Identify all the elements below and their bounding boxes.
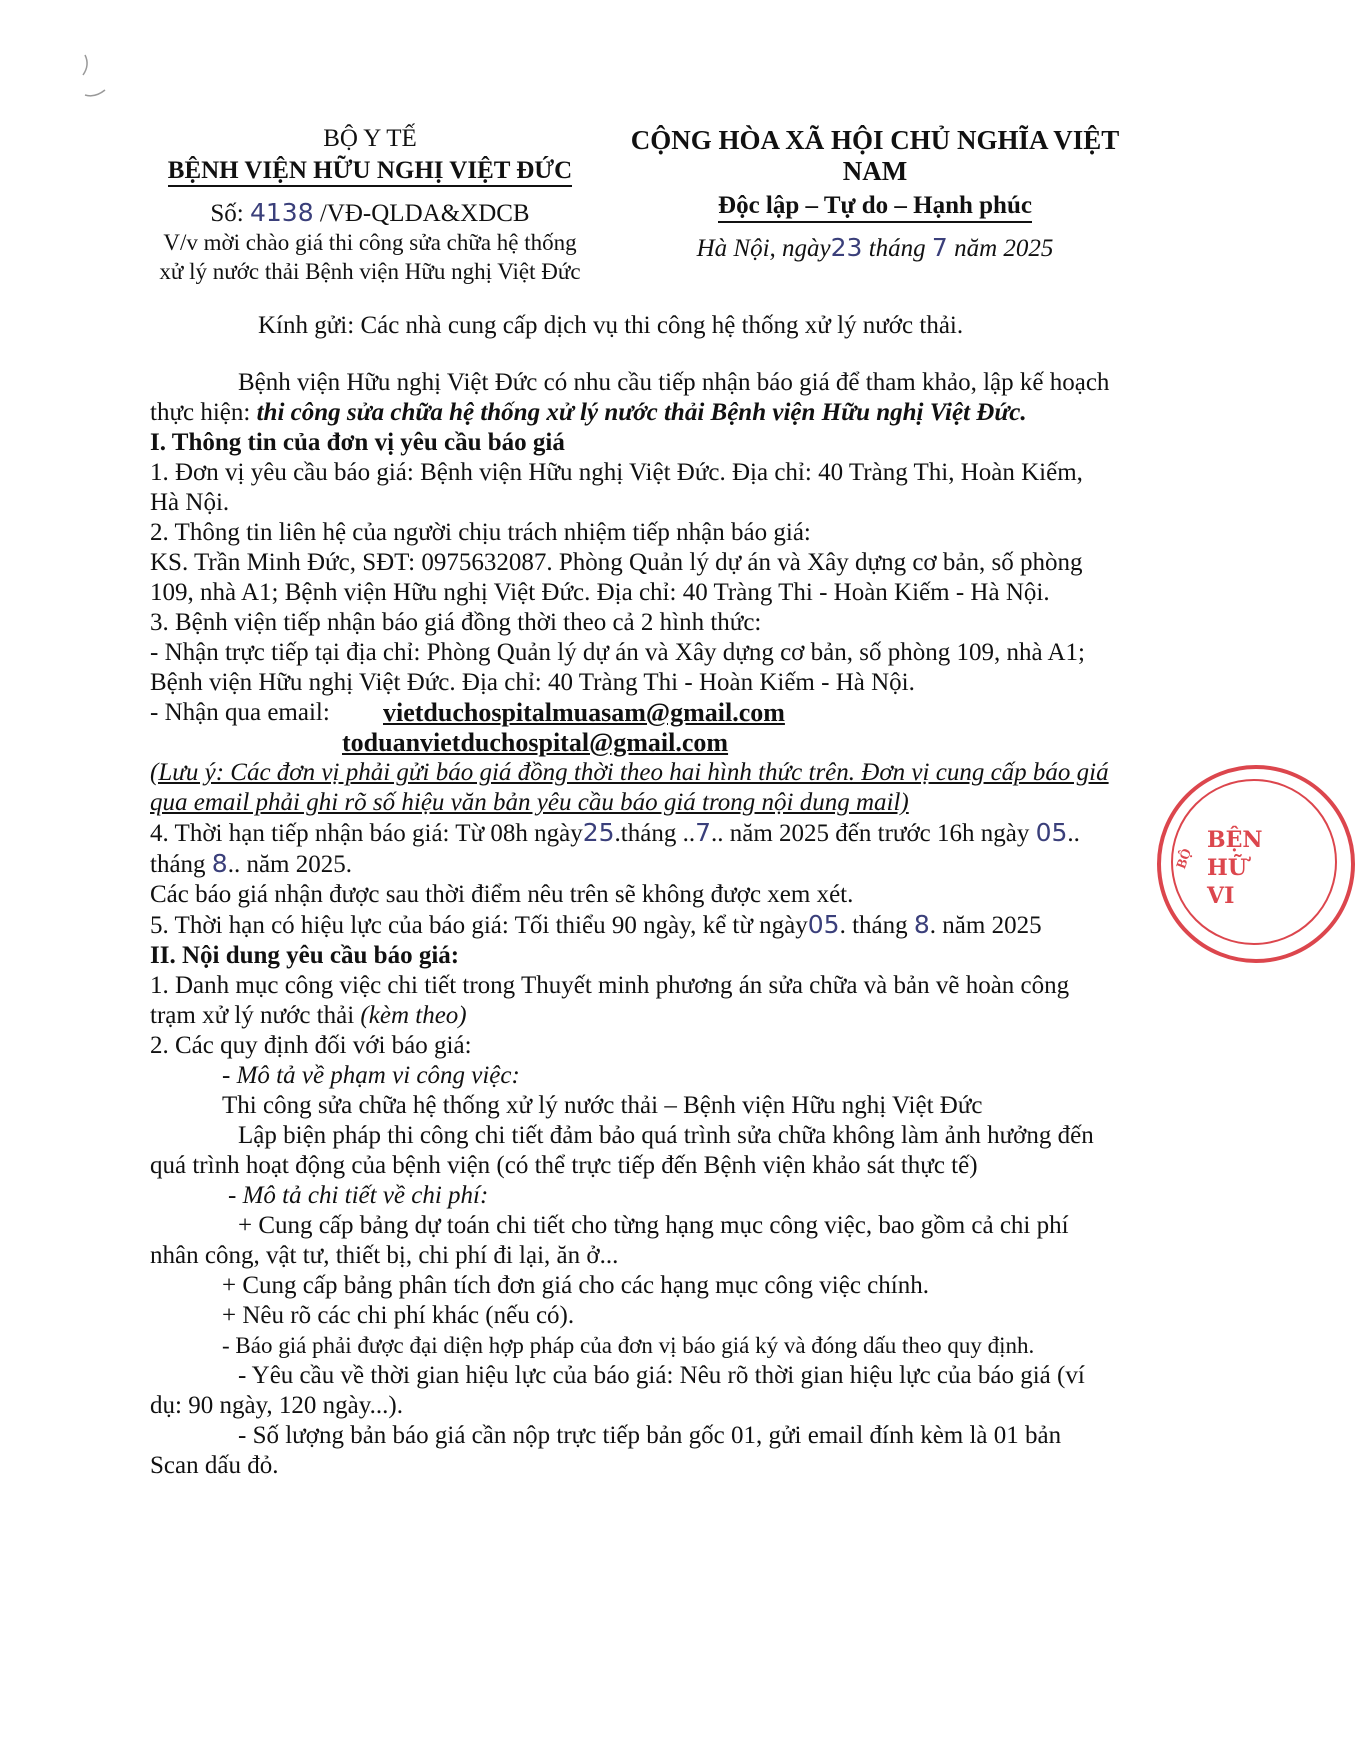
handwritten-end-day: 05 bbox=[1035, 818, 1068, 847]
cost-title: - Mô tả chi tiết về chi phí: bbox=[228, 1182, 489, 1209]
country-name: CỘNG HÒA XÃ HỘI CHỦ NGHĨA VIỆT NAM bbox=[630, 125, 1120, 186]
scope-line-2: Lập biện pháp thi công chi tiết đảm bảo quá trình sửa chữa không làm ảnh hưởng đến quá trình hoạt động của bệnh viện (có thể trực tiếp đến Bệnh viện khảo sát thực tế) bbox=[150, 1122, 1094, 1179]
cost-line-3: + Nêu rõ các chi phí khác (nếu có). bbox=[222, 1302, 575, 1329]
subject-line-1: V/v mời chào giá thi công sửa chữa hệ thống bbox=[163, 230, 577, 255]
handwritten-day: 23 bbox=[830, 233, 863, 262]
cost-line-2: + Cung cấp bảng phân tích đơn giá cho các hạng mục công việc chính. bbox=[222, 1272, 929, 1299]
s1-item-4: 4. Thời hạn tiếp nhận báo giá: Từ 08h ngày25.tháng ..7.. năm 2025 đến trước 16h ngày 05.. tháng 8.. năm 2025. bbox=[150, 818, 1080, 878]
email-link-1[interactable]: vietduchospitalmuasam@gmail.com bbox=[383, 698, 785, 727]
email-row-1 bbox=[150, 698, 1110, 728]
recipient-line: Kính gửi: Các nhà cung cấp dịch vụ thi công hệ thống xử lý nước thải. bbox=[258, 312, 964, 339]
letter-body bbox=[150, 368, 1110, 1481]
s1-item-3-direct: - Nhận trực tiếp tại địa chỉ: Phòng Quản lý dự án và Xây dựng cơ bản, số phòng 109, nhà A1; Bệnh viện Hữu nghị Việt Đức. Địa chỉ: 40 Tràng Thi - Hoàn Kiếm - Hà Nội. bbox=[150, 639, 1085, 696]
copies-requirement: - Số lượng bản báo giá cần nộp trực tiếp bản gốc 01, gửi email đính kèm là 01 bản Scan dấu đỏ. bbox=[150, 1422, 1062, 1479]
section-1-title: I. Thông tin của đơn vị yêu cầu báo giá bbox=[150, 429, 565, 456]
s1-item-2-title: 2. Thông tin liên hệ của người chịu trách nhiệm tiếp nhận báo giá: bbox=[150, 519, 811, 546]
document-number: Số: 4138 /VĐ-QLDA&XDCB bbox=[210, 198, 530, 227]
email-note: (Lưu ý: Các đơn vị phải gửi báo giá đồng thời theo hai hình thức trên. Đơn vị cung cấp báo giá qua email phải ghi rõ số hiệu văn bản yêu cầu báo giá trong nội dung mail) bbox=[150, 759, 1109, 816]
s1-late-notice: Các báo giá nhận được sau thời điểm nêu trên sẽ không được xem xét. bbox=[150, 881, 854, 908]
handwritten-valid-day: 05 bbox=[807, 910, 840, 939]
hospital-name: BỆNH VIỆN HỮU NGHỊ VIỆT ĐỨC bbox=[168, 157, 572, 187]
handwritten-number: 4138 bbox=[250, 198, 314, 227]
pen-mark bbox=[55, 50, 115, 110]
issue-date: Hà Nội, ngày23 tháng 7 năm 2025 bbox=[696, 233, 1054, 262]
validity-requirement: - Yêu cầu về thời gian hiệu lực của báo giá: Nêu rõ thời gian hiệu lực của báo giá (ví dụ: 90 ngày, 120 ngày...). bbox=[150, 1362, 1085, 1419]
project-name: thi công sửa chữa hệ thống xử lý nước thải Bệnh viện Hữu nghị Việt Đức. bbox=[256, 399, 1027, 426]
cost-line-1: + Cung cấp bảng dự toán chi tiết cho từng hạng mục công việc, bao gồm cả chi phí nhân công, vật tư, thiết bị, chi phí đi lại, ăn ở... bbox=[150, 1212, 1069, 1269]
s2-item-1: 1. Danh mục công việc chi tiết trong Thuyết minh phương án sửa chữa và bản vẽ hoàn công trạm xử lý nước thải (kèm theo) bbox=[150, 972, 1070, 1029]
section-2-title: II. Nội dung yêu cầu báo giá: bbox=[150, 942, 460, 969]
issuer-block bbox=[130, 125, 610, 286]
email-link-2[interactable]: toduanvietduchospital@gmail.com bbox=[342, 728, 729, 757]
intro-paragraph: Bệnh viện Hữu nghị Việt Đức có nhu cầu tiếp nhận báo giá để tham khảo, lập kế hoạch thực hiện: thi công sửa chữa hệ thống xử lý nước thải Bệnh viện Hữu nghị Việt Đức. bbox=[150, 369, 1110, 426]
email-row-2 bbox=[150, 728, 1110, 758]
s2-item-2: 2. Các quy định đối với báo giá: bbox=[150, 1032, 472, 1059]
s1-item-5: 5. Thời hạn có hiệu lực của báo giá: Tối thiểu 90 ngày, kể từ ngày05. tháng 8. năm 2025 bbox=[150, 910, 1042, 939]
national-header bbox=[605, 125, 1145, 263]
scope-title: - Mô tả về phạm vi công việc: bbox=[222, 1062, 520, 1089]
subject-line-2: xử lý nước thải Bệnh viện Hữu nghị Việt Đức bbox=[159, 259, 581, 284]
ministry-name: BỘ Y TẾ bbox=[323, 125, 417, 152]
s1-item-2-body: KS. Trần Minh Đức, SĐT: 0975632087. Phòng Quản lý dự án và Xây dựng cơ bản, số phòng 109, nhà A1; Bệnh viện Hữu nghị Việt Đức. Địa chỉ: 40 Tràng Thi - Hoàn Kiếm - Hà Nội. bbox=[150, 549, 1083, 606]
signature-requirement: - Báo giá phải được đại diện hợp pháp của đơn vị báo giá ký và đóng dấu theo quy định. bbox=[222, 1333, 1035, 1358]
handwritten-valid-month: 8 bbox=[913, 910, 930, 939]
red-seal: BỆN HỮ VI BỘ bbox=[1157, 765, 1355, 963]
handwritten-start-day: 25 bbox=[582, 818, 615, 847]
national-motto: Độc lập – Tự do – Hạnh phúc bbox=[718, 191, 1032, 223]
handwritten-start-month: 7 bbox=[695, 818, 711, 847]
email-label: - Nhận qua email: bbox=[150, 699, 330, 726]
handwritten-month: 7 bbox=[931, 233, 948, 262]
s1-item-3-title: 3. Bệnh viện tiếp nhận báo giá đồng thời theo cả 2 hình thức: bbox=[150, 609, 762, 636]
handwritten-end-month: 8 bbox=[211, 849, 228, 878]
scope-line-1: Thi công sửa chữa hệ thống xử lý nước thải – Bệnh viện Hữu nghị Việt Đức bbox=[222, 1092, 983, 1119]
s1-item-1: 1. Đơn vị yêu cầu báo giá: Bệnh viện Hữu nghị Việt Đức. Địa chỉ: 40 Tràng Thi, Hoàn Kiếm, Hà Nội. bbox=[150, 459, 1083, 516]
